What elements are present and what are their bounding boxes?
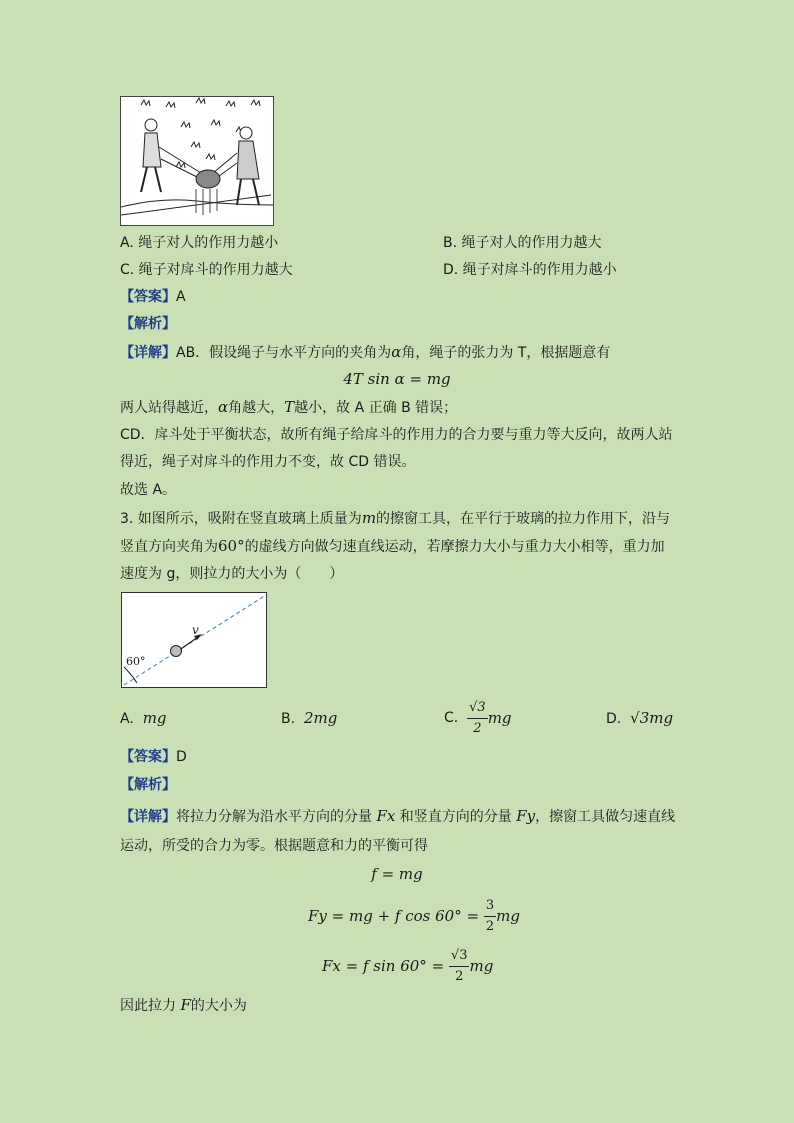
q3-eq2 [308, 898, 520, 934]
option-b-value: 2mg [303, 709, 338, 727]
q3-stem-line3: 速度为 g，则拉力的大小为（ ） [120, 566, 344, 582]
detail-a: 将拉力分解为沿水平方向的分量 [176, 809, 372, 825]
q3-answer-line [120, 747, 187, 767]
alpha-symbol-2: α [218, 398, 229, 416]
people-bucket-drawing [121, 97, 273, 225]
eq3-den: 2 [455, 968, 464, 984]
detail-text: AB．假设绳子与水平方向的夹角为 [176, 345, 392, 361]
option-d-label: D. [606, 711, 622, 727]
eq2-den: 2 [485, 918, 495, 934]
line2-a: 两人站得越近， [120, 400, 218, 416]
option-c-fraction [467, 698, 488, 739]
eq3-suffix: mg [469, 957, 494, 975]
q3-stem-line1 [120, 508, 670, 529]
q3-final-line [120, 995, 247, 1016]
stem2-b: 的虚线方向做匀速直线运动，若摩擦力大小与重力大小相等，重力加 [244, 539, 665, 555]
alpha-symbol: α [391, 343, 402, 361]
q3-eq1: f = mg [371, 865, 423, 883]
stem2-a: 竖直方向夹角为 [120, 539, 218, 555]
fy-symbol: Fy [516, 807, 536, 825]
q2-option-d: D. 绳子对戽斗的作用力越小 [443, 262, 617, 278]
answer-value: A [176, 289, 186, 305]
line2-c: 越小，故 A 正确 B 错误； [294, 400, 458, 416]
velocity-label: v [192, 623, 199, 637]
detail-text-b: 角，绳子的张力为 T，根据题意有 [401, 345, 611, 361]
final-b: 的大小为 [190, 998, 247, 1014]
fraction-num: √3 [467, 698, 488, 719]
eq3-left: Fx = f sin 60° = [322, 957, 445, 975]
stem1-a: 3. 如图所示，吸附在竖直玻璃上质量为 [120, 511, 362, 527]
q3-detail-line2: 运动，所受的合力为零。根据题意和力的平衡可得 [120, 838, 428, 854]
fraction-den: 2 [473, 720, 482, 736]
option-c-label: C. [444, 710, 459, 726]
tension-symbol: T [284, 398, 295, 416]
eq2-left: Fy = mg + f cos 60° = [308, 907, 480, 925]
q3-detail-line1 [120, 806, 675, 827]
dashed-path-line [124, 595, 266, 685]
q2-detail-line1 [120, 342, 610, 363]
answer-tag: 【答案】 [120, 289, 176, 305]
q2-equation: 4T sin α = mg [343, 370, 451, 388]
q2-answer-line [120, 287, 186, 307]
eq2-num: 3 [484, 896, 496, 917]
fx-symbol: Fx [376, 807, 396, 825]
q3-option-a [120, 708, 167, 729]
detail-tag: 【详解】 [120, 809, 176, 825]
tool-circle [171, 646, 182, 657]
q2-line5: 故选 A。 [120, 482, 177, 498]
option-d-value: √3mg [630, 709, 674, 727]
q3-stem-line2 [120, 536, 665, 557]
final-a: 因此拉力 [120, 998, 176, 1014]
q2-line2 [120, 397, 457, 418]
eq3-fraction [449, 946, 470, 987]
q3-option-d [606, 708, 673, 729]
eq2-suffix: mg [496, 907, 520, 925]
answer-value: D [176, 749, 187, 765]
option-a-label: A. [120, 711, 134, 727]
detail-c: ，擦窗工具做匀速直线 [535, 809, 676, 825]
detail-b: 和竖直方向的分量 [399, 809, 512, 825]
q3-diagram [121, 592, 267, 688]
answer-tag: 【答案】 [120, 749, 176, 765]
q2-line4: 得近，绳子对戽斗的作用力不变，故 CD 错误。 [120, 454, 416, 470]
motion-diagram [122, 593, 266, 687]
q2-line3: CD．戽斗处于平衡状态，故所有绳子给戽斗的作用力的合力要与重力等大反向，故两人站 [120, 427, 673, 443]
mass-symbol: m [361, 509, 377, 527]
q2-option-c: C. 绳子对戽斗的作用力越大 [120, 262, 293, 278]
option-c-suffix: mg [487, 709, 512, 727]
q2-analysis-tag: 【解析】 [120, 316, 176, 332]
eq2-fraction [484, 896, 496, 937]
detail-tag: 【详解】 [120, 345, 176, 361]
angle-value: 60° [218, 537, 245, 555]
force-symbol: F [180, 996, 191, 1014]
angle-label: 60° [126, 655, 146, 668]
q3-option-c [444, 698, 512, 738]
q3-analysis-tag: 【解析】 [120, 777, 176, 793]
q3-eq3 [322, 948, 493, 984]
eq3-num: √3 [449, 946, 470, 967]
q2-option-a: A. 绳子对人的作用力越小 [120, 235, 279, 251]
line2-b: 角越大， [228, 400, 285, 416]
option-a-value: mg [142, 709, 167, 727]
q3-option-b [281, 708, 337, 729]
q2-option-b: B. 绳子对人的作用力越大 [443, 235, 602, 251]
option-b-label: B. [281, 711, 296, 727]
stem1-b: 的擦窗工具，在平行于玻璃的拉力作用下，沿与 [376, 511, 671, 527]
illustration-figure [120, 96, 274, 226]
